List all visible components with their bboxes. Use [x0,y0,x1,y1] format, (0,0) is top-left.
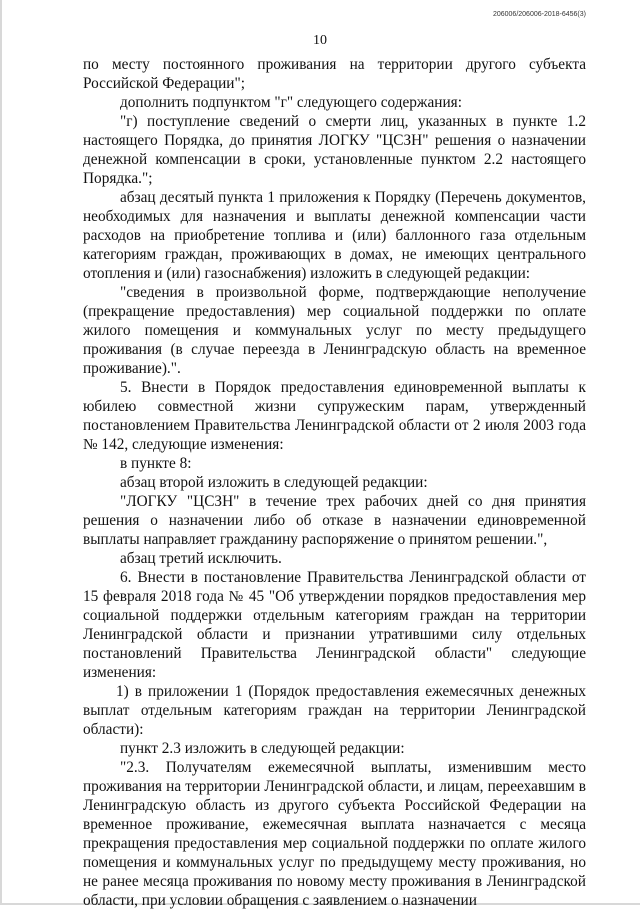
paragraph: абзац десятый пункта 1 приложения к Порядку (Перечень документов, необходимых для назначения и выплаты денежной компенсации части расходов на приобретение топлива и (или) баллонного газа отдельным категориям граждан, проживающих в домах, не имеющих центрального отопления и (или) газоснабжения) изложить в следующей редакции: [83,189,586,282]
paragraph: абзац второй изложить в следующей редакции: [120,474,428,491]
paragraph: 1) в приложении 1 (Порядок предоставления ежемесячных денежных выплат отдельным категориям граждан на территории Ленинградской области): [83,683,586,738]
page-number: 10 [313,33,327,48]
document-body [83,55,586,910]
paragraph: 6. Внести в постановление Правительства Ленинградской области от 15 февраля 2018 года № 45 "Об утверждении порядков предоставления мер социальной поддержки отдельным категориям граждан на территории Ленинградской области и признании утратившими силу отдельных постановлений Правительства Ленинградской области" следующие изменения: [83,569,586,681]
paragraph: дополнить подпунктом "г" следующего содержания: [120,94,462,111]
paragraph: пункт 2.3 изложить в следующей редакции: [120,740,405,757]
paragraph: 5. Внести в Порядок предоставления единовременной выплаты к юбилею совместной жизни супружеским парам, утвержденный постановлением Правительства Ленинградской области от 2 июля 2003 года № 142, следующие изменения: [83,379,586,453]
paragraph: в пункте 8: [120,455,192,472]
paragraph: "ЛОГКУ "ЦСЗН" в течение трех рабочих дней со дня принятия решения о назначении либо об отказе в назначении единовременной выплаты направляет гражданину распоряжение о принятом решении.", [83,493,586,548]
paragraph: "г) поступление сведений о смерти лиц, указанных в пункте 1.2 настоящего Порядка, до принятия ЛОГКУ "ЦСЗН" решения о назначении денежной компенсации в сроки, установленные пунктом 2.2 настоящего Порядка."; [83,113,586,187]
paragraph: "сведения в произвольной форме, подтверждающие неполучение (прекращение предоставления) мер социальной поддержки по оплате жилого помещения и коммунальных услуг по месту предыдущего проживания (в случае переезда в Ленинградскую область на временное проживание).". [83,284,586,377]
paragraph: по месту постоянного проживания на территории другого субъекта Российской Федерации"; [83,56,586,92]
paragraph: "2.3. Получателям ежемесячной выплаты, изменившим место проживания на территории Ленинградской области, и лицам, переехавшим в Ленинградскую область из другого субъекта Российской Федерации на временное проживание, ежемесячная выплата назначается с месяца прекращения предоставления мер социальной поддержки по оплате жилого помещения и коммунальных услуг по предыдущему месту проживания, но не ранее месяца проживания по новому месту проживания в Ленинградской области, при условии обращения с заявлением о назначении [83,759,586,909]
document-code: 206006/206006-2018-6456(3) [492,11,586,18]
scan-edge-left [0,0,2,905]
paragraph: абзац третий исключить. [120,550,282,567]
